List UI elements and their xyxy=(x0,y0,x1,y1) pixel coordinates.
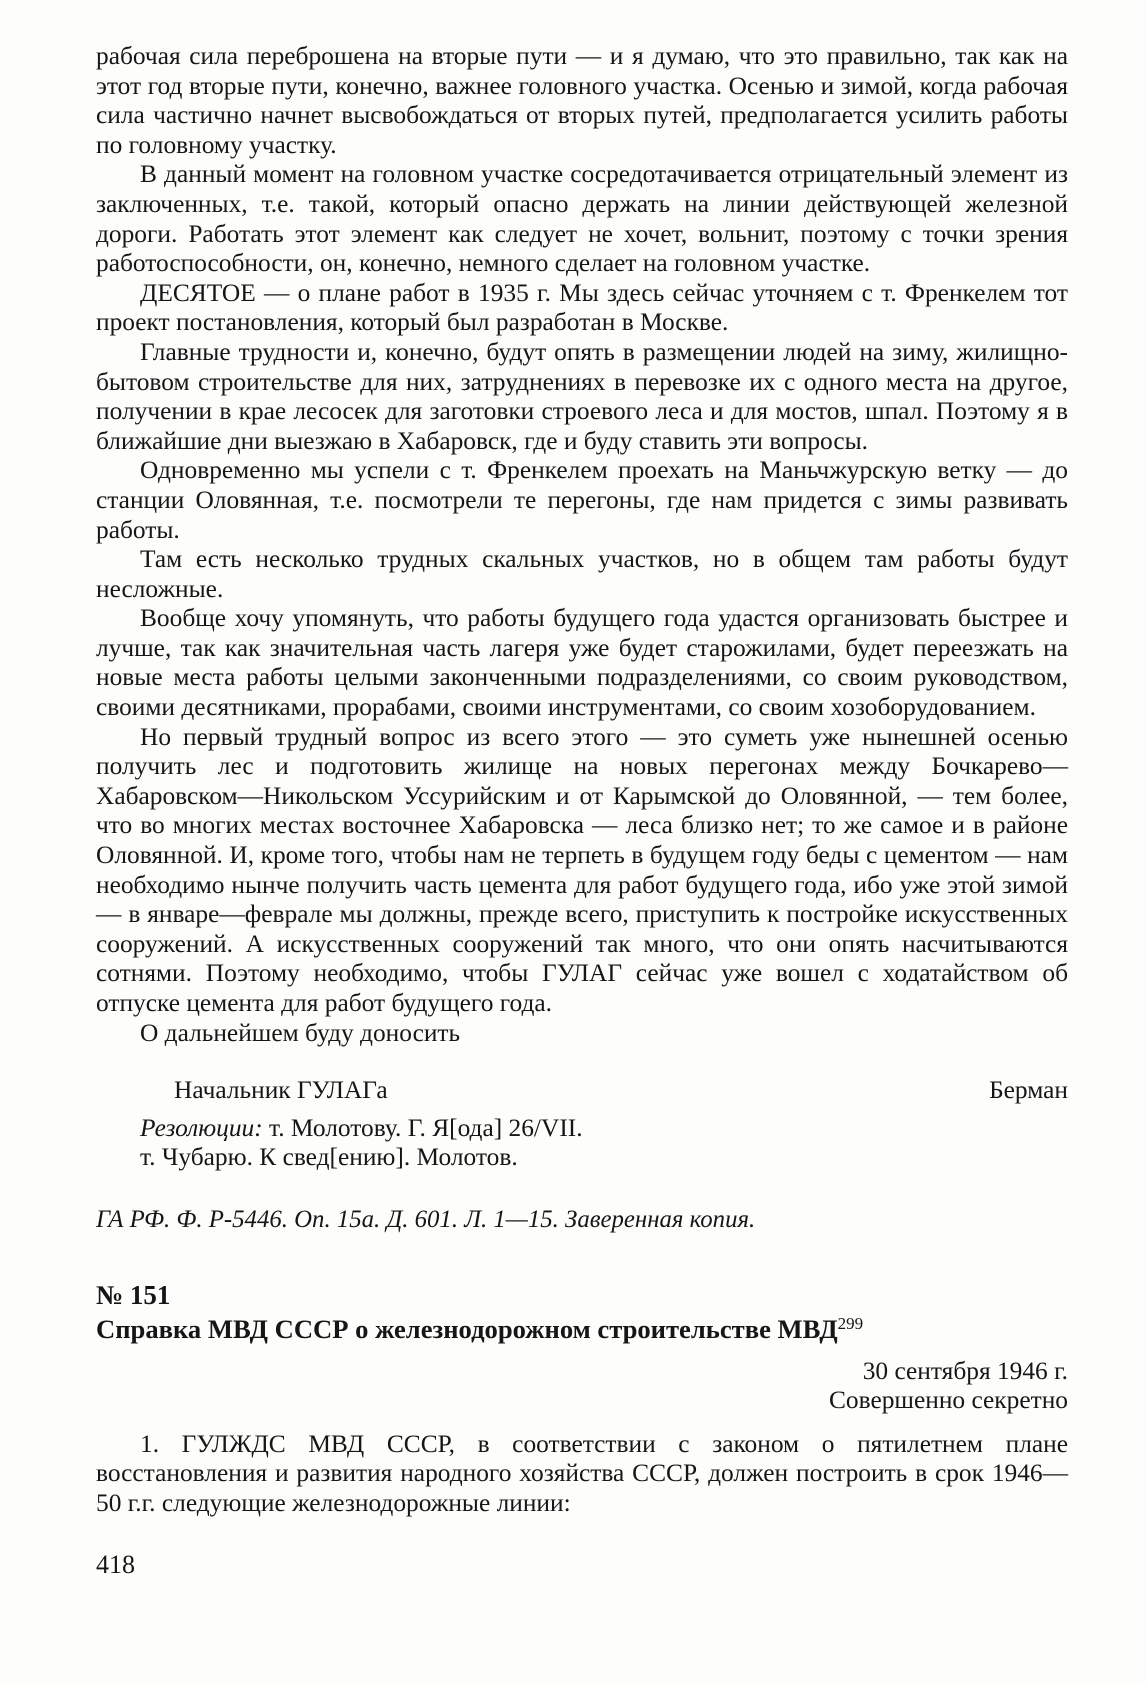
body-paragraph-4: Главные трудности и, конечно, будут опять в размещении людей на зиму, жилищно-бытовом строительстве для них, затруднениях в перевозке их с одного места на другое, получении в крае лесосек для заготовки строевого леса и для мостов, шпал. Поэтому я в ближайшие дни выезжаю в Хабаровск, где и буду ставить эти вопросы. xyxy=(96,337,1068,455)
body-paragraph-3: ДЕСЯТОЕ — о плане работ в 1935 г. Мы здесь сейчас уточняем с т. Френкелем тот проект постановления, который был разработан в Москве. xyxy=(96,278,1068,337)
resolutions-label: Резолюции: xyxy=(140,1113,263,1142)
document-title xyxy=(96,1313,1068,1345)
resolution-line-2: т. Чубарю. К свед[ению]. Молотов. xyxy=(140,1143,518,1172)
document-classification: Совершенно секретно xyxy=(828,1386,1068,1415)
body-paragraph-8: Но первый трудный вопрос из всего этого — это суметь уже нынешней осенью получить лес и подготовить жилище на новых перегонах между Бочкарево—Хабаровском—Никольском Уссурийским и от Карымской до Оловянной, — тем более, что во многих местах восточнее Хабаровска — леса близко нет; то же самое и в районе Оловянной. И, кроме того, чтобы нам не терпеть в будущем году беды с цементом — нам необходимо нынче получить часть цемента для работ будущего года, ибо уже этой зимой — в январе—феврале мы должны, прежде всего, приступить к постройке искусственных сооружений. А искусственных сооружений так много, что они опять насчитываются сотнями. Поэтому необходимо, чтобы ГУЛАГ сейчас уже вошел с ходатайством об отпуске цемента для работ будущего года. xyxy=(96,722,1068,1017)
document-meta xyxy=(96,1357,1068,1416)
document-first-paragraph: 1. ГУЛЖДС МВД СССР, в соответствии с законом о пятилетнем плане восстановления и развития народного хозяйства СССР, должен построить в срок 1946—50 г.г. следующие железнодорожные линии: xyxy=(96,1429,1068,1517)
page-number: 418 xyxy=(96,1550,135,1579)
body-paragraph-6: Там есть несколько трудных скальных участков, но в общем там работы будут несложные. xyxy=(96,545,1068,603)
body-paragraph-5: Одновременно мы успели с т. Френкелем проехать на Маньчжурскую ветку — до станции Оловянная, т.е. посмотрели те перегоны, где нам придется с зимы развивать работы. xyxy=(96,456,1068,544)
resolution-line-1 xyxy=(140,1114,1068,1144)
resolution-text-1: т. Молотову. Г. Я[ода] 26/VII. xyxy=(269,1113,583,1142)
closing-line: О дальнейшем буду доносить xyxy=(140,1018,461,1047)
resolutions-block xyxy=(96,1114,1068,1173)
body-paragraph-2: В данный момент на головном участке сосредотачивается отрицательный элемент из заключенных, т.е. такой, который опасно держать на линии действующей железной дороги. Работать этот элемент как следует не хочет, вольнит, поэтому с точки зрения работоспособности, он, конечно, немного сделает на головном участке. xyxy=(96,160,1068,278)
body-paragraph-1: рабочая сила переброшена на вторые пути — и я думаю, что это правильно, так как на этот год вторые пути, конечно, важнее головного участка. Осенью и зимой, когда рабочая сила частично начнет высвобождаться от вторых путей, предполагается усилить работы по головному участку. xyxy=(96,42,1068,159)
footnote-ref: 299 xyxy=(837,1313,864,1333)
document-title-text: Справка МВД СССР о железнодорожном строительстве МВД xyxy=(96,1313,838,1344)
page-content xyxy=(96,42,1068,1519)
signature-name: Берман xyxy=(989,1076,1068,1105)
body-paragraph-7: Вообще хочу упомянуть, что работы будущего года удастся организовать быстрее и лучше, так как значительная часть лагеря уже будет старожилами, будет переезжать на новые места работы целыми законченными подразделениями, со своим руководством, своими десятниками, прорабами, своими инструментами, со своим хозоборудованием. xyxy=(96,604,1068,722)
document-date: 30 сентября 1946 г. xyxy=(862,1356,1068,1385)
signature-block xyxy=(96,1076,1068,1106)
document-number: № 151 xyxy=(96,1279,171,1310)
archive-reference: ГА РФ. Ф. Р-5446. Оп. 15а. Д. 601. Л. 1—15. Заверенная копия. xyxy=(96,1205,756,1233)
signature-position: Начальник ГУЛАГа xyxy=(174,1076,388,1105)
